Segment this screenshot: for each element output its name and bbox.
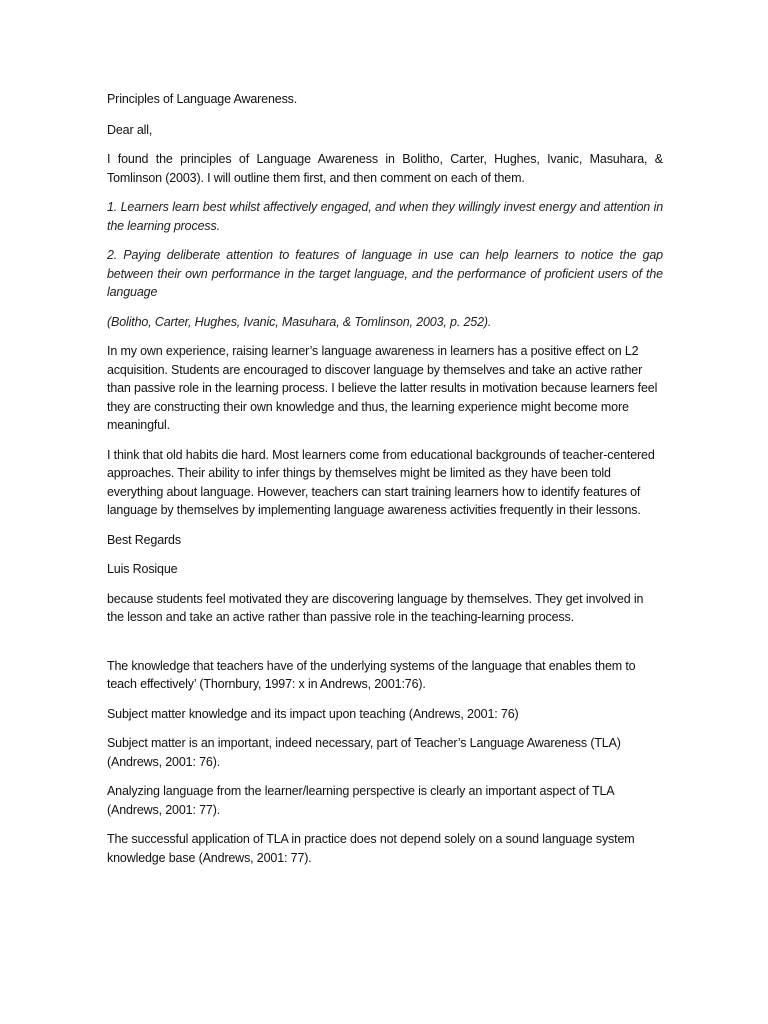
greeting: Dear all, [107,122,153,137]
signature: Luis Rosique [107,562,178,576]
principle-1: 1. Learners learn best whilst affectively engaged, and when they willingly invest energy and attention in the learning process. [107,200,663,233]
document-title: Principles of Language Awareness. [107,92,298,106]
note-5: The successful application of TLA in practice does not depend solely on a sound language system knowledge base (Andrews, 2001: 77). [107,832,635,865]
note-1: The knowledge that teachers have of the underlying systems of the language that enables them to teach effectively’ (Thornbury, 1997: x in Andrews, 2001:76). [107,658,636,691]
body-paragraph-1: In my own experience, raising learner’s language awareness in learners has a positive effect on L2 acquisition. Students are encouraged to discover language by themselves and take an active rather than passive role in the learning process. I believe the latter results in motivation because learners feel they are constructing their own knowledge and thus, the learning experience might become more meaningful. [107,344,658,432]
citation: (Bolitho, Carter, Hughes, Ivanic, Masuhara, & Tomlinson, 2003, p. 252). [107,314,492,329]
body-paragraph-3: because students feel motivated they are discovering language by themselves. They get involved in the lesson and take an active rather than passive role in the teaching-learning process. [107,591,644,624]
closing: Best Regards [107,532,181,547]
note-2: Subject matter knowledge and its impact upon teaching (Andrews, 2001: 76) [107,706,519,721]
intro-paragraph: I found the principles of Language Awareness in Bolitho, Carter, Hughes, Ivanic, Masuhara, & Tomlinson (2003). I will outline them first, and then comment on each of them. [107,152,663,185]
document-page [107,90,663,878]
note-4: Analyzing language from the learner/learning perspective is clearly an important aspect of TLA (Andrews, 2001: 77). [107,784,614,817]
note-3: Subject matter is an important, indeed necessary, part of Teacher’s Language Awareness (TLA) (Andrews, 2001: 76). [107,736,621,769]
principle-2: 2. Paying deliberate attention to features of language in use can help learners to notice the gap between their own performance in the target language, and the performance of proficient users of the language [107,248,663,299]
body-paragraph-2: I think that old habits die hard. Most learners come from educational backgrounds of teacher-centered approaches. Their ability to infer things by themselves might be limited as they have been told everything about language. However, teachers can start training learners how to identify features of language by themselves by implementing language awareness activities frequently in their lessons. [107,447,655,517]
